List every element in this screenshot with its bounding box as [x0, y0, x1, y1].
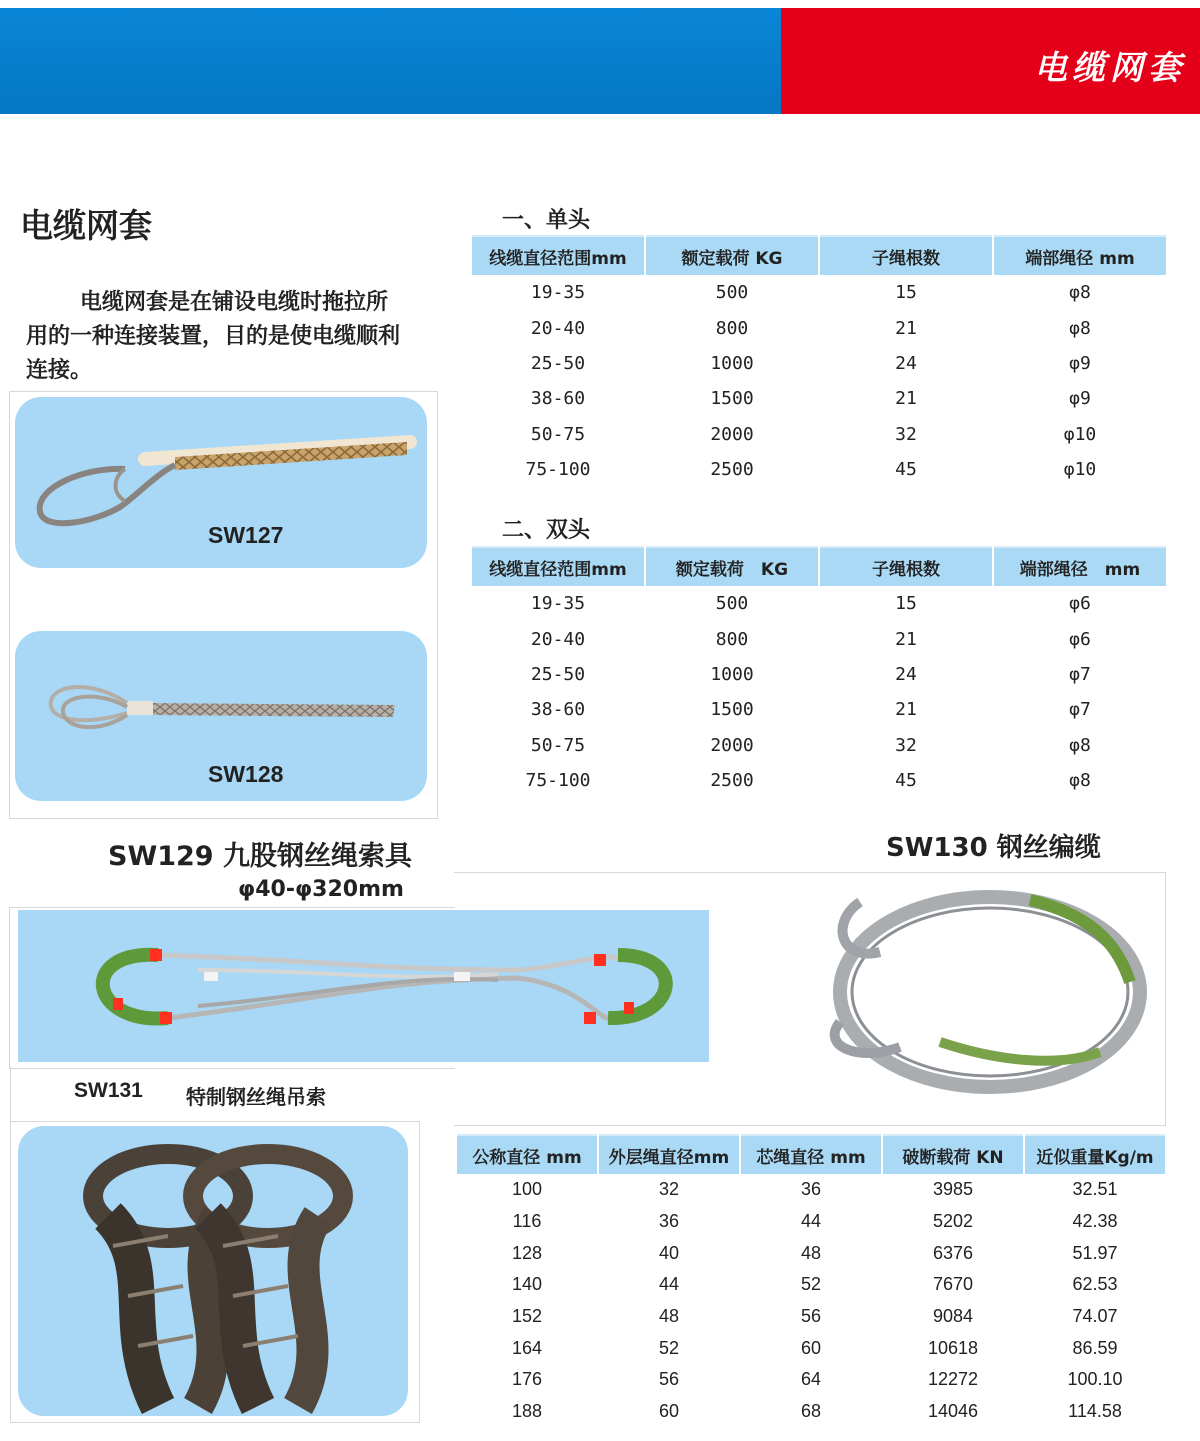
table-cell: 800 [715, 628, 749, 650]
table-cell: 36 [800, 1179, 822, 1200]
page-title: 电缆网套 [20, 206, 152, 245]
table-cell: φ7 [1069, 699, 1091, 721]
table-cell: 68 [800, 1401, 822, 1422]
table-cell: φ8 [1069, 282, 1091, 304]
table-cell: φ7 [1069, 663, 1091, 685]
table-cell: 15 [895, 282, 917, 304]
table-cell: φ10 [1063, 423, 1097, 445]
table-cell: 1500 [710, 699, 754, 721]
table-cell: 32.51 [1072, 1179, 1118, 1200]
table-cell: 45 [895, 770, 917, 792]
table-cell: 100.10 [1067, 1369, 1123, 1390]
table-cell: 21 [895, 388, 917, 410]
table-cell: 24 [895, 352, 917, 374]
table-row [472, 657, 1166, 692]
table-row [472, 381, 1166, 416]
intro-paragraph: 电缆网套是在铺设电缆时拖拉所用的一种连接装置，目的是使电缆顺利连接。 [26, 290, 401, 383]
table-row [472, 275, 1166, 310]
table-cell: 19-35 [530, 593, 586, 615]
table-cell: 60 [658, 1401, 680, 1422]
table-cell: φ6 [1069, 593, 1091, 615]
product-label-sw128: SW128 [208, 761, 284, 787]
table-cell: 50-75 [530, 423, 586, 445]
table-cell: φ9 [1069, 388, 1091, 410]
table-cell: 32 [658, 1179, 680, 1200]
table-cell: 50-75 [530, 734, 586, 756]
table-cell: 48 [658, 1306, 680, 1327]
product-model-sw131: SW131 [74, 1079, 143, 1102]
wire-rope-sling-sw131-image [18, 1126, 408, 1416]
product-name-sw131: 特制钢丝绳吊索 [186, 1085, 326, 1109]
table-row [457, 1269, 1165, 1301]
column-header: 子绳根数 [820, 546, 992, 586]
column-header: 线缆直径范围mm [472, 546, 644, 586]
table-cell: 500 [715, 593, 749, 615]
table-cell: 32 [895, 734, 917, 756]
table-cell: 2000 [710, 734, 754, 756]
table-row [472, 763, 1166, 798]
table-cell: φ8 [1069, 734, 1091, 756]
spec-table-double [470, 546, 1168, 798]
table-cell: 6376 [932, 1242, 974, 1263]
table-row [457, 1206, 1165, 1238]
table-row [457, 1237, 1165, 1269]
table-cell: 20-40 [530, 317, 586, 339]
section-heading-single: 一、单头 [502, 208, 591, 233]
table-row [472, 417, 1166, 452]
table-cell: 48 [800, 1242, 822, 1263]
table-cell: φ6 [1069, 628, 1091, 650]
column-header: 子绳根数 [820, 235, 992, 275]
table-cell: 38-60 [530, 699, 586, 721]
table-row [457, 1174, 1165, 1206]
table-cell: 20-40 [530, 628, 586, 650]
table-cell: 44 [800, 1211, 822, 1232]
product-title-sw129: SW129 九股钢丝绳索具 [108, 841, 412, 872]
product-image-sw130 [800, 872, 1160, 1122]
table-cell: φ10 [1063, 459, 1097, 481]
table-cell: 75-100 [525, 770, 591, 792]
product-range-sw129: φ40-φ320mm [238, 877, 404, 902]
table-row [472, 692, 1166, 727]
column-header: 芯绳直径 mm [741, 1134, 881, 1174]
table-row [472, 728, 1166, 763]
table-cell: 12272 [927, 1369, 979, 1390]
table-cell: 45 [895, 459, 917, 481]
table-cell: 56 [658, 1369, 680, 1390]
table-cell: 86.59 [1072, 1337, 1118, 1358]
table-cell: φ8 [1069, 770, 1091, 792]
column-header: 额定载荷 KG [646, 546, 818, 586]
table-cell: 44 [658, 1274, 680, 1295]
table-cell: 1500 [710, 388, 754, 410]
rope-spec-table [455, 1134, 1167, 1428]
table-cell: 36 [658, 1211, 680, 1232]
table-cell: 128 [511, 1242, 543, 1263]
table-cell: 164 [511, 1337, 543, 1358]
table-cell: 7670 [932, 1274, 974, 1295]
table-cell: 2000 [710, 423, 754, 445]
table-row [457, 1364, 1165, 1396]
table-cell: 75-100 [525, 459, 591, 481]
table-cell: 62.53 [1072, 1274, 1118, 1295]
table-cell: φ8 [1069, 317, 1091, 339]
table-row [457, 1301, 1165, 1333]
header-banner-blue [0, 8, 781, 114]
table-cell: 140 [511, 1274, 543, 1295]
product-label-sw127: SW127 [208, 522, 284, 548]
table-cell: 52 [658, 1337, 680, 1358]
table-cell: 2500 [710, 459, 754, 481]
column-header: 破断载荷 KN [883, 1134, 1023, 1174]
column-header: 额定载荷 KG [646, 235, 818, 275]
table-cell: 21 [895, 317, 917, 339]
spec-table-single [470, 235, 1168, 487]
column-header: 近似重量Kg/m [1025, 1134, 1165, 1174]
table-row [457, 1332, 1165, 1364]
table-cell: 32 [895, 423, 917, 445]
banner-title: 电缆网套 [1034, 48, 1186, 87]
table-row [472, 621, 1166, 656]
table-cell: 176 [511, 1369, 543, 1390]
table-cell: 10618 [927, 1337, 979, 1358]
table-row [472, 310, 1166, 345]
product-title-sw130: SW130 钢丝编缆 [886, 833, 1101, 863]
table-cell: 114.58 [1068, 1401, 1122, 1422]
table-row [472, 452, 1166, 487]
table-cell: 116 [512, 1211, 542, 1232]
table-cell: 14046 [927, 1401, 979, 1422]
table-cell: 152 [511, 1306, 543, 1327]
table-cell: 21 [895, 699, 917, 721]
table-cell: 25-50 [530, 663, 586, 685]
table-row [472, 586, 1166, 621]
table-cell: 3985 [932, 1179, 974, 1200]
column-header: 端部绳径 mm [994, 546, 1166, 586]
table-cell: 64 [800, 1369, 822, 1390]
table-cell: 15 [895, 593, 917, 615]
table-cell: 38-60 [530, 388, 586, 410]
table-cell: 74.07 [1072, 1306, 1118, 1327]
table-cell: φ9 [1069, 352, 1091, 374]
table-cell: 19-35 [530, 282, 586, 304]
table-cell: 800 [715, 317, 749, 339]
wire-braided-cable-sw130-image [800, 872, 1160, 1122]
table-cell: 56 [800, 1306, 822, 1327]
column-header: 线缆直径范围mm [472, 235, 644, 275]
table-row [457, 1396, 1165, 1428]
table-cell: 2500 [710, 770, 754, 792]
table-row [472, 346, 1166, 381]
table-cell: 21 [895, 628, 917, 650]
table-cell: 1000 [710, 663, 754, 685]
table-cell: 500 [715, 282, 749, 304]
product-panel-sw131 [18, 1126, 408, 1416]
table-cell: 60 [800, 1337, 822, 1358]
table-cell: 40 [658, 1242, 680, 1263]
table-cell: 5202 [932, 1211, 974, 1232]
column-header: 公称直径 mm [457, 1134, 597, 1174]
table-cell: 1000 [710, 352, 754, 374]
table-cell: 42.38 [1072, 1211, 1118, 1232]
table-cell: 52 [800, 1274, 822, 1295]
column-header: 外层绳直径mm [599, 1134, 739, 1174]
table-cell: 188 [511, 1401, 543, 1422]
column-header: 端部绳径 mm [994, 235, 1166, 275]
table-cell: 100 [511, 1179, 543, 1200]
section-heading-double: 二、双头 [502, 518, 591, 543]
table-cell: 51.97 [1072, 1242, 1118, 1263]
table-cell: 9084 [932, 1306, 974, 1327]
table-cell: 24 [895, 663, 917, 685]
table-cell: 25-50 [530, 352, 586, 374]
